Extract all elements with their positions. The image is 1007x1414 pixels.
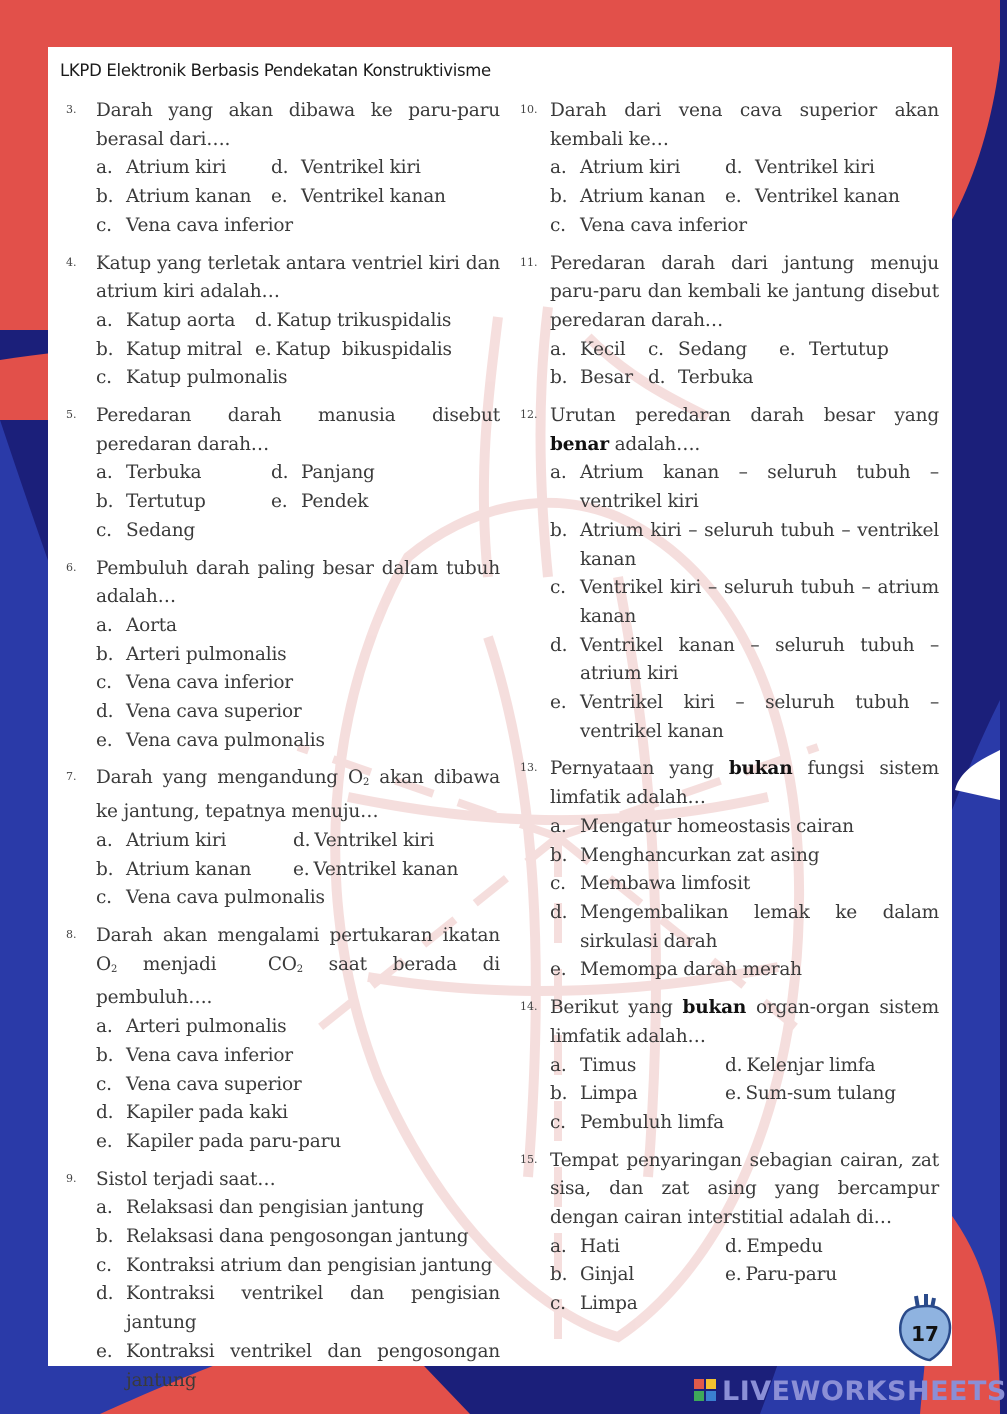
option-c[interactable]: c. Vena cava superior (96, 1073, 302, 1095)
option-b[interactable]: b. Vena cava inferior (96, 1044, 293, 1066)
option-d[interactable]: d. Terbuka (648, 367, 754, 389)
option-d[interactable]: d. Katup trikuspidalis (255, 309, 452, 331)
option-e[interactable]: e. Ventrikel kanan (293, 858, 459, 880)
question-8 (60, 922, 500, 1157)
option-a[interactable]: a. Atrium kiri (96, 829, 227, 851)
option-row (550, 336, 939, 365)
question-4 (60, 250, 500, 394)
question-6 (60, 555, 500, 756)
question-15 (514, 1147, 939, 1319)
question-14 (514, 994, 939, 1138)
option-e[interactable]: e. Ventrikel kiri – seluruh tubuh – ventrikel kanan (550, 692, 939, 742)
option-c[interactable]: c. Kontraksi atrium dan pengisian jantung (96, 1254, 493, 1276)
page-number-heart-icon (896, 1292, 954, 1362)
page-header: LKPD Elektronik Berbasis Pendekatan Konstruktivisme (60, 61, 491, 80)
option-row (96, 307, 500, 336)
option-c[interactable]: c. Ventrikel kiri – seluruh tubuh – atrium kanan (550, 577, 939, 627)
option-a[interactable]: a. Atrium kiri (550, 157, 681, 179)
option-row (550, 154, 939, 183)
question-number: 13. (520, 761, 538, 775)
option-d[interactable]: d. Empedu (725, 1235, 823, 1257)
option-e[interactable]: e. Ventrikel kanan (725, 186, 900, 208)
option-e[interactable]: e. Paru-paru (725, 1264, 837, 1286)
option-b[interactable]: b. Tertutup (96, 491, 206, 513)
question-text: Berikut yang bukan organ-organ sistem limfatik adalah… (550, 997, 939, 1047)
question-7 (60, 764, 500, 913)
option-b[interactable]: b. Arteri pulmonalis (96, 643, 287, 665)
question-text: Pernyataan yang bukan fungsi sistem limfatik adalah… (550, 758, 939, 809)
option-c[interactable]: c. Sedang (648, 338, 748, 360)
question-13 (514, 755, 939, 985)
question-number: 10. (520, 103, 538, 116)
option-c[interactable]: c. Sedang (96, 519, 196, 541)
option-c[interactable]: c. Vena cava inferior (550, 214, 747, 236)
question-number: 12. (520, 408, 538, 422)
option-a[interactable]: a. Relaksasi dan pengisian jantung (96, 1197, 424, 1219)
liveworksheets-watermark: LIVEWORKSHEETS (722, 1376, 1007, 1407)
left-column (60, 97, 500, 1404)
option-a[interactable]: a. Timus (550, 1054, 637, 1076)
question-number: 11. (520, 255, 538, 269)
option-d[interactable]: d. Vena cava superior (96, 701, 302, 723)
option-d[interactable]: d. Ventrikel kiri (293, 829, 435, 851)
question-text: Tempat penyaringan sebagian cairan, zat sisa, dan zat asing yang bercampur dengan cairan interstitial adalah di… (550, 1149, 939, 1229)
option-d[interactable]: d. Mengembalikan lemak ke dalam sirkulasi darah (550, 901, 939, 952)
question-text: Sistol terjadi saat… (96, 1168, 276, 1190)
question-9 (60, 1166, 500, 1396)
option-b[interactable]: b. Atrium kiri – seluruh tubuh – ventrikel kanan (550, 519, 939, 570)
option-b[interactable]: b. Ginjal (550, 1264, 635, 1286)
option-a[interactable]: a. Atrium kanan – seluruh tubuh – ventrikel kiri (550, 462, 939, 513)
option-row (550, 364, 939, 393)
question-number: 4. (66, 255, 77, 269)
question-text: Darah yang akan dibawa ke paru-paru berasal dari…. (96, 100, 500, 150)
option-c[interactable]: c. Vena cava pulmonalis (96, 887, 325, 909)
option-a[interactable]: a. Katup aorta (96, 309, 236, 331)
question-number: 9. (66, 1171, 77, 1185)
option-row (96, 336, 500, 365)
option-a[interactable]: a. Kecil (550, 338, 626, 360)
option-b[interactable]: b. Atrium kanan (550, 186, 706, 208)
question-text: Urutan peredaran darah besar yang benar adalah…. (550, 405, 939, 455)
option-a[interactable]: a. Terbuka (96, 462, 202, 484)
question-text: Pembuluh darah paling besar dalam tubuh adalah… (96, 557, 500, 608)
question-text: Darah dari vena cava superior akan kembali ke… (550, 100, 939, 150)
option-c[interactable]: c. Pembuluh limfa (550, 1111, 724, 1133)
option-row (96, 488, 500, 517)
option-e[interactable]: e. Memompa darah merah (550, 959, 802, 981)
option-d[interactable]: d. Panjang (271, 462, 375, 484)
option-a[interactable]: a. Atrium kiri (96, 157, 227, 179)
question-text: Peredaran darah manusia disebut peredaran darah… (96, 405, 500, 455)
option-e[interactable]: e. Vena cava pulmonalis (96, 729, 325, 751)
option-c[interactable]: c. Vena cava inferior (96, 672, 293, 694)
option-a[interactable]: a. Hati (550, 1235, 620, 1257)
option-a[interactable]: a. Mengatur homeostasis cairan (550, 815, 854, 837)
right-column (514, 97, 939, 1328)
question-text: Darah akan mengalami pertukaran ikatan $O_2$ menjadi $CO_2$ saat berada di pembuluh…. (96, 924, 500, 1009)
question-text: Darah yang mengandung $O_2$ akan dibawa ke jantung, tepatnya menuju… (96, 767, 501, 823)
option-c[interactable]: c. Membawa limfosit (550, 873, 751, 895)
option-row (550, 1261, 939, 1290)
liveworksheets-logo-icon (694, 1379, 716, 1401)
option-row (550, 1080, 939, 1109)
worksheet-page (48, 47, 952, 1391)
option-e[interactable]: e. Kapiler pada paru-paru (96, 1130, 341, 1152)
option-e[interactable]: e. Sum-sum tulang (725, 1083, 896, 1105)
question-10 (514, 97, 939, 241)
question-12 (514, 402, 939, 746)
option-d[interactable]: d. Ventrikel kiri (271, 157, 421, 179)
option-b[interactable]: b. Atrium kanan (96, 858, 252, 880)
question-11 (514, 250, 939, 394)
option-b[interactable]: b. Menghancurkan zat asing (550, 844, 820, 866)
question-number: 3. (66, 103, 77, 116)
option-row (550, 1052, 939, 1081)
option-e[interactable]: e. Pendek (271, 491, 369, 513)
question-number: 15. (520, 1152, 538, 1166)
option-e[interactable]: e. Katup bikuspidalis (255, 338, 452, 360)
option-e[interactable]: e. Kontraksi ventrikel dan pengosongan jantung (96, 1340, 500, 1391)
option-e[interactable]: e. Tertutup (779, 338, 889, 360)
option-row (96, 856, 500, 885)
option-c[interactable]: c. Vena cava inferior (96, 214, 293, 236)
option-b[interactable]: b. Atrium kanan (96, 186, 252, 208)
question-number: 14. (520, 1000, 538, 1014)
question-number: 6. (66, 560, 77, 574)
option-b[interactable]: b. Limpa (550, 1083, 638, 1105)
option-d[interactable]: d. Kontraksi ventrikel dan pengisian jantung (96, 1283, 500, 1334)
option-row (96, 183, 500, 212)
option-row (550, 183, 939, 212)
question-text: Peredaran darah dari jantung menuju paru-paru dan kembali ke jantung disebut peredaran darah… (550, 252, 939, 331)
option-d[interactable]: d. Ventrikel kanan – seluruh tubuh – atrium kiri (550, 634, 939, 685)
option-row (96, 827, 500, 856)
option-d[interactable]: d. Kelenjar limfa (725, 1054, 876, 1076)
option-b[interactable]: b. Besar (550, 367, 633, 389)
option-d[interactable]: d. Kapiler pada kaki (96, 1102, 288, 1124)
question-5 (60, 402, 500, 546)
question-number: 8. (66, 927, 77, 941)
option-c[interactable]: c. Katup pulmonalis (96, 367, 288, 389)
option-c[interactable]: c. Limpa (550, 1293, 638, 1315)
page-number: 17 (911, 1322, 939, 1346)
option-e[interactable]: e. Ventrikel kanan (271, 186, 446, 208)
question-number: 5. (66, 408, 77, 422)
question-3 (60, 97, 500, 241)
option-b[interactable]: b. Relaksasi dana pengosongan jantung (96, 1226, 469, 1248)
option-row (550, 1233, 939, 1262)
option-b[interactable]: b. Katup mitral (96, 338, 243, 360)
option-row (96, 154, 500, 183)
option-a[interactable]: a. Arteri pulmonalis (96, 1016, 287, 1038)
option-row (96, 459, 500, 488)
option-d[interactable]: d. Ventrikel kiri (725, 157, 875, 179)
question-text: Katup yang terletak antara ventriel kiri dan atrium kiri adalah… (96, 252, 500, 303)
option-a[interactable]: a. Aorta (96, 614, 177, 636)
question-number: 7. (66, 770, 77, 784)
